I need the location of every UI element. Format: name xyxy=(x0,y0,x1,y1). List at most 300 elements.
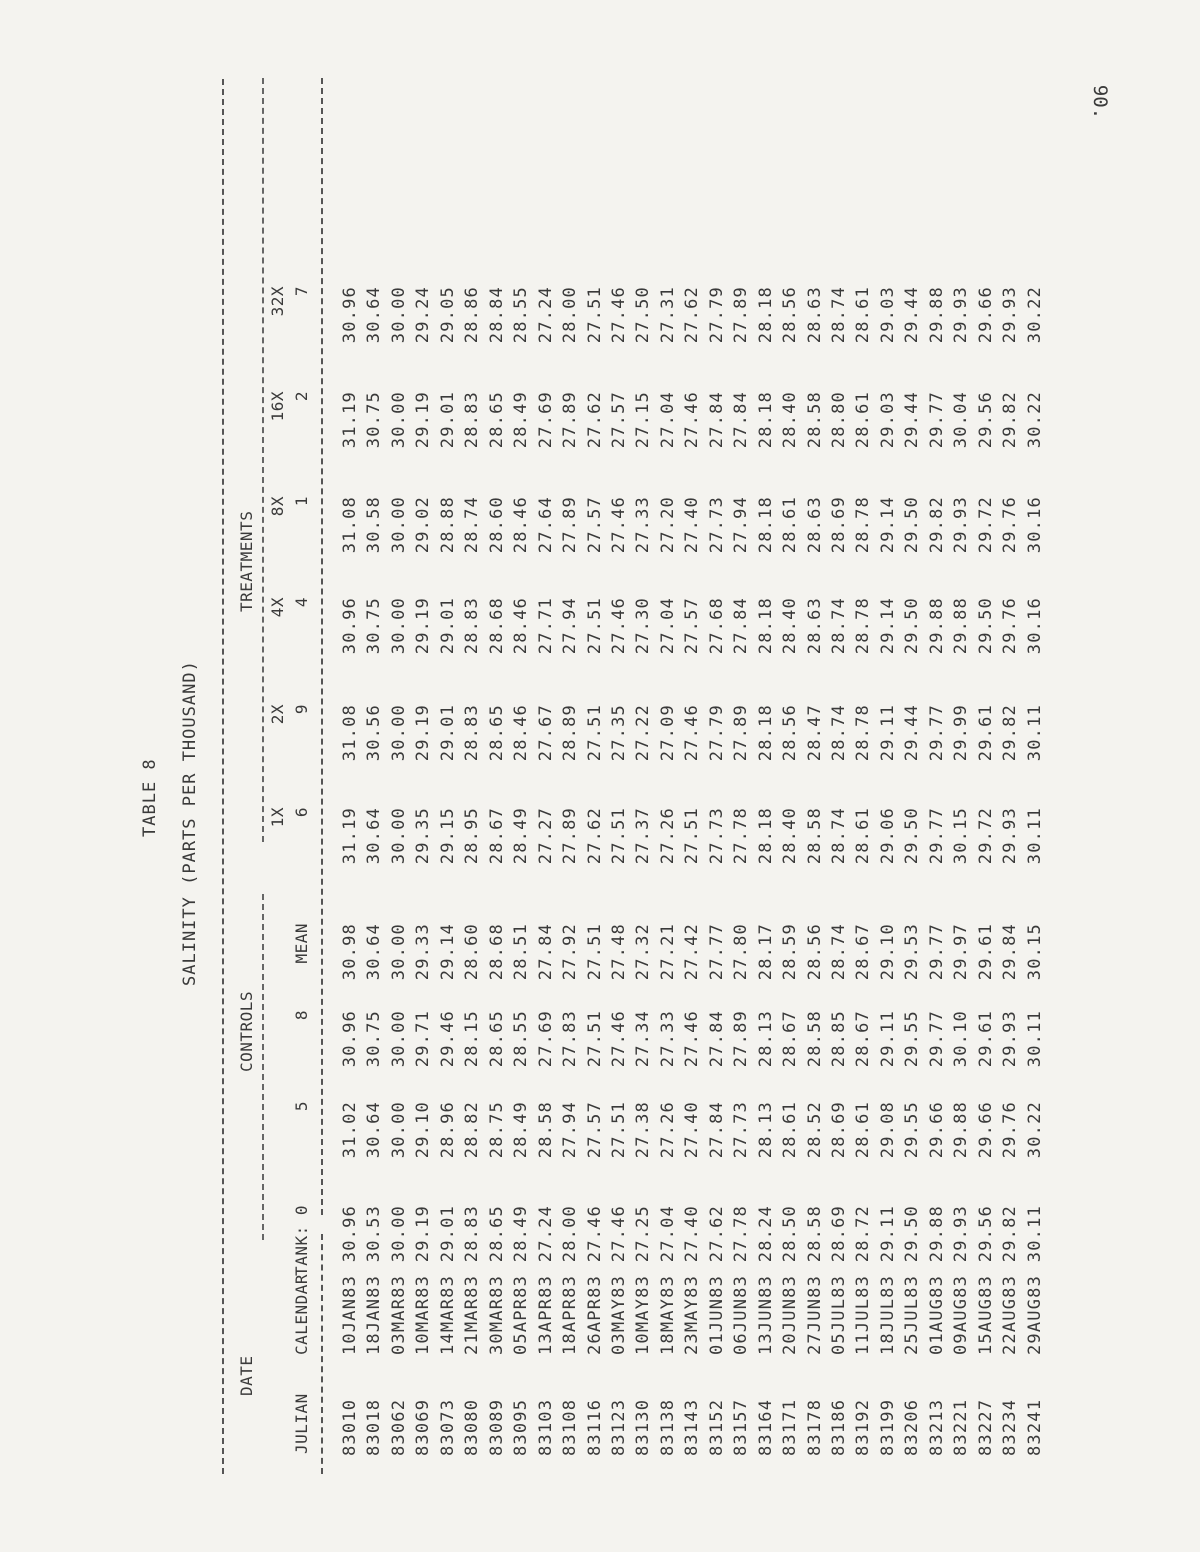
table-cell: 27.04 xyxy=(657,391,678,449)
table-cell: 29.56 xyxy=(975,1205,996,1263)
table-cell: 29.50 xyxy=(902,1205,923,1263)
table-cell: 13JUN83 xyxy=(755,1274,776,1355)
table-cell: 27.09 xyxy=(657,704,678,762)
column-header-bottom: MEAN xyxy=(292,923,311,964)
table-cell: 27.32 xyxy=(633,923,654,981)
column-header-top: 2X xyxy=(268,704,287,725)
table-cell: 27.46 xyxy=(682,1010,703,1068)
table-cell: 29.50 xyxy=(975,597,996,655)
table-cell: 29.76 xyxy=(1000,1101,1021,1159)
table-cell: 27.20 xyxy=(657,496,678,554)
table-cell: 83018 xyxy=(364,1398,385,1456)
table-cell: 83241 xyxy=(1024,1398,1045,1456)
table-cell: 28.65 xyxy=(486,1010,507,1068)
table-cell: 28.74 xyxy=(829,286,849,344)
table-cell: 10MAY83 xyxy=(633,1274,654,1355)
table-cell: 27.84 xyxy=(706,1010,727,1068)
table-cell: 83157 xyxy=(731,1398,752,1456)
table-cell: 22AUG83 xyxy=(1000,1274,1021,1355)
table-cell: 83199 xyxy=(877,1398,898,1456)
table-cell: 27.04 xyxy=(657,1205,678,1263)
column-header-bottom: 5 xyxy=(292,1101,311,1112)
table-cell: 30.96 xyxy=(340,1010,360,1068)
table-cell: 18JUL83 xyxy=(877,1274,898,1355)
table-cell: 29.01 xyxy=(437,704,458,762)
table-cell: 29.77 xyxy=(926,391,947,449)
table-cell: 30.00 xyxy=(388,1205,409,1263)
table-cell: 27.46 xyxy=(682,391,703,449)
table-cell: 28.18 xyxy=(755,391,776,449)
table-cell: 29.53 xyxy=(902,923,923,981)
table-cell: 29.84 xyxy=(1000,923,1021,981)
table-cell: 27.26 xyxy=(657,807,678,865)
table-cell: 29.88 xyxy=(926,597,947,655)
date-header-rule xyxy=(321,1234,323,1474)
table-cell: 27.89 xyxy=(560,496,581,554)
controls-underline xyxy=(262,894,264,1240)
table-cell: 31.19 xyxy=(340,807,360,865)
table-cell: 28.85 xyxy=(829,1010,849,1068)
table-cell: 30.75 xyxy=(364,1010,385,1068)
table-cell: 27.15 xyxy=(633,391,654,449)
table-cell: 29.44 xyxy=(902,286,923,344)
table-cell: 29.10 xyxy=(413,1101,434,1159)
table-cell: 27.84 xyxy=(731,597,752,655)
column-header-top: 32X xyxy=(268,286,287,317)
table-cell: 30.75 xyxy=(364,597,385,655)
table-cell: 29AUG83 xyxy=(1024,1274,1045,1355)
column-header-bottom: CALENDAR xyxy=(292,1273,311,1355)
table-cell: 27.67 xyxy=(535,704,556,762)
table-cell: 27.62 xyxy=(584,807,605,865)
table-cell: 83130 xyxy=(633,1398,654,1456)
table-cell: 27.84 xyxy=(706,391,727,449)
table-cell: 29.05 xyxy=(437,286,458,344)
table-cell: 28.63 xyxy=(804,597,825,655)
table-cell: 28.61 xyxy=(780,1101,801,1159)
table-cell: 83164 xyxy=(755,1398,776,1456)
table-cell: 28.61 xyxy=(853,286,874,344)
table-cell: 27JUN83 xyxy=(804,1274,825,1355)
table-cell: 28.74 xyxy=(462,496,483,554)
table-cell: 28.40 xyxy=(780,597,801,655)
table-cell: 83192 xyxy=(853,1398,874,1456)
table-cell: 83010 xyxy=(340,1398,360,1456)
table-cell: 27.51 xyxy=(584,704,605,762)
table-cell: 18JAN83 xyxy=(364,1274,385,1355)
table-cell: 29.03 xyxy=(877,286,898,344)
table-cell: 28.55 xyxy=(511,286,532,344)
table-subtitle: SALINITY (PARTS PER THOUSAND) xyxy=(180,660,200,986)
table-cell: 29.19 xyxy=(413,1205,434,1263)
page-number: 90. xyxy=(1089,84,1111,120)
table-cell: 25JUL83 xyxy=(902,1274,923,1355)
table-cell: 30.64 xyxy=(364,807,385,865)
table-cell: 27.24 xyxy=(535,286,556,344)
table-cell: 30.22 xyxy=(1024,286,1045,344)
table-cell: 28.95 xyxy=(462,807,483,865)
table-cell: 27.73 xyxy=(706,496,727,554)
table-cell: 28.52 xyxy=(804,1101,825,1159)
top-dashed-rule xyxy=(222,79,224,1474)
table-cell: 29.11 xyxy=(877,1205,898,1263)
column-header-bottom: 4 xyxy=(292,597,311,608)
table-cell: 27.38 xyxy=(633,1101,654,1159)
table-cell: 28.83 xyxy=(462,597,483,655)
table-cell: 29.02 xyxy=(413,496,434,554)
table-cell: 29.93 xyxy=(1000,286,1021,344)
table-cell: 27.40 xyxy=(682,1101,703,1159)
table-cell: 28.46 xyxy=(511,704,532,762)
table-cell: 27.92 xyxy=(560,923,581,981)
table-cell: 29.61 xyxy=(975,923,996,981)
table-cell: 27.94 xyxy=(560,1101,581,1159)
table-cell: 29.93 xyxy=(951,1205,972,1263)
table-cell: 83152 xyxy=(706,1398,727,1456)
table-cell: 27.57 xyxy=(682,597,703,655)
table-cell: 27.78 xyxy=(731,807,752,865)
column-header-bottom: 9 xyxy=(292,704,311,715)
table-cell: 29.01 xyxy=(437,391,458,449)
table-cell: 28.60 xyxy=(486,496,507,554)
table-cell: 27.79 xyxy=(706,286,727,344)
table-cell: 28.78 xyxy=(853,496,874,554)
table-cell: 29.77 xyxy=(926,923,947,981)
table-cell: 28.74 xyxy=(829,923,849,981)
table-cell: 30.16 xyxy=(1024,496,1045,554)
table-cell: 28.69 xyxy=(829,1205,849,1263)
table-cell: 13APR83 xyxy=(535,1274,556,1355)
column-header-bottom: 8 xyxy=(292,1010,311,1021)
table-cell: 28.68 xyxy=(486,923,507,981)
table-cell: 30.00 xyxy=(388,286,409,344)
table-cell: 83206 xyxy=(902,1398,923,1456)
table-cell: 28.96 xyxy=(437,1101,458,1159)
table-cell: 27.89 xyxy=(731,286,752,344)
table-cell: 28.65 xyxy=(486,391,507,449)
table-cell: 30.64 xyxy=(364,286,385,344)
table-cell: 28.49 xyxy=(511,807,532,865)
table-cell: 27.30 xyxy=(633,597,654,655)
table-cell: 01AUG83 xyxy=(926,1274,947,1355)
table-cell: 27.84 xyxy=(706,1101,727,1159)
column-header-bottom: 2 xyxy=(292,391,311,402)
table-cell: 28.15 xyxy=(462,1010,483,1068)
table-cell: 28.61 xyxy=(780,496,801,554)
table-cell: 28.49 xyxy=(511,1101,532,1159)
table-cell: 28.69 xyxy=(829,496,849,554)
table-cell: 83138 xyxy=(657,1398,678,1456)
table-cell: 28.72 xyxy=(853,1205,874,1263)
table-cell: 10JAN83 xyxy=(340,1274,360,1355)
table-cell: 29.66 xyxy=(926,1101,947,1159)
table-cell: 28.58 xyxy=(804,1010,825,1068)
table-cell: 28.46 xyxy=(511,496,532,554)
table-cell: 28.75 xyxy=(486,1101,507,1159)
table-cell: 28.18 xyxy=(755,807,776,865)
table-cell: 27.46 xyxy=(682,704,703,762)
table-cell: 29.61 xyxy=(975,704,996,762)
table-cell: 83103 xyxy=(535,1398,556,1456)
table-cell: 27.83 xyxy=(560,1010,581,1068)
table-cell: 30.00 xyxy=(388,597,409,655)
table-cell: 30.00 xyxy=(388,807,409,865)
table-cell: 29.50 xyxy=(902,807,923,865)
table-cell: 27.84 xyxy=(731,391,752,449)
table-cell: 28.63 xyxy=(804,496,825,554)
table-cell: 27.46 xyxy=(584,1205,605,1263)
table-cell: 28.46 xyxy=(511,597,532,655)
table-cell: 30.00 xyxy=(388,1101,409,1159)
table-cell: 29.06 xyxy=(877,807,898,865)
table-cell: 27.89 xyxy=(731,1010,752,1068)
table-cell: 83221 xyxy=(951,1398,972,1456)
group-header-controls: CONTROLS xyxy=(237,990,256,1072)
table-cell: 29.71 xyxy=(413,1010,434,1068)
table-cell: 30.22 xyxy=(1024,391,1045,449)
table-cell: 30.11 xyxy=(1024,1010,1045,1068)
table-cell: 29.08 xyxy=(877,1101,898,1159)
table-cell: 28.86 xyxy=(462,286,483,344)
table-cell: 23MAY83 xyxy=(682,1274,703,1355)
table-cell: 28.78 xyxy=(853,597,874,655)
table-cell: 29.19 xyxy=(413,391,434,449)
table-cell: 27.71 xyxy=(535,597,556,655)
group-header-treatments: TREATMENTS xyxy=(237,510,256,612)
table-cell: 30.15 xyxy=(1024,923,1045,981)
table-cell: 18MAY83 xyxy=(657,1274,678,1355)
table-cell: 83089 xyxy=(486,1398,507,1456)
table-cell: 27.25 xyxy=(633,1205,654,1263)
table-cell: 03MAR83 xyxy=(388,1274,409,1355)
table-cell: 29.14 xyxy=(437,923,458,981)
treatments-underline xyxy=(262,78,264,842)
table-cell: 28.56 xyxy=(804,923,825,981)
table-cell: 29.19 xyxy=(413,704,434,762)
table-cell: 27.62 xyxy=(682,286,703,344)
table-cell: 29.97 xyxy=(951,923,972,981)
table-cell: 28.82 xyxy=(462,1101,483,1159)
table-cell: 27.37 xyxy=(633,807,654,865)
table-cell: 27.80 xyxy=(731,923,752,981)
table-cell: 30.00 xyxy=(388,704,409,762)
table-cell: 28.74 xyxy=(829,704,849,762)
table-cell: 28.80 xyxy=(829,391,849,449)
table-cell: 27.22 xyxy=(633,704,654,762)
table-cell: 29.77 xyxy=(926,1010,947,1068)
table-cell: 28.56 xyxy=(780,704,801,762)
table-cell: 27.73 xyxy=(731,1101,752,1159)
table-cell: 29.55 xyxy=(902,1101,923,1159)
table-cell: 30.04 xyxy=(951,391,972,449)
table-cell: 30.96 xyxy=(340,597,360,655)
table-cell: 83069 xyxy=(413,1398,434,1456)
table-cell: 27.40 xyxy=(682,1205,703,1263)
table-cell: 28.18 xyxy=(755,704,776,762)
table-cell: 29.35 xyxy=(413,807,434,865)
column-header-top: 8X xyxy=(268,496,287,517)
table-cell: 28.59 xyxy=(780,923,801,981)
table-cell: 28.49 xyxy=(511,1205,532,1263)
table-cell: 29.88 xyxy=(926,1205,947,1263)
table-cell: 27.89 xyxy=(560,807,581,865)
table-cell: 29.19 xyxy=(413,597,434,655)
table-cell: 28.55 xyxy=(511,1010,532,1068)
table-cell: 27.51 xyxy=(584,1010,605,1068)
table-cell: 27.94 xyxy=(731,496,752,554)
table-cell: 28.17 xyxy=(755,923,776,981)
table-cell: 83116 xyxy=(584,1398,605,1456)
table-cell: 30.96 xyxy=(340,286,360,344)
table-cell: 27.51 xyxy=(584,286,605,344)
table-cell: 03MAY83 xyxy=(608,1274,629,1355)
table-cell: 29.93 xyxy=(951,286,972,344)
table-cell: 28.18 xyxy=(755,597,776,655)
table-cell: 30.75 xyxy=(364,391,385,449)
table-cell: 29.56 xyxy=(975,391,996,449)
table-cell: 29.88 xyxy=(951,597,972,655)
table-cell: 83234 xyxy=(1000,1398,1021,1456)
table-cell: 27.57 xyxy=(584,496,605,554)
table-cell: 27.04 xyxy=(657,597,678,655)
table-cell: 28.65 xyxy=(486,1205,507,1263)
table-cell: 30.11 xyxy=(1024,704,1045,762)
column-header-top: 1X xyxy=(268,807,287,828)
table-cell: 29.88 xyxy=(926,286,947,344)
table-cell: 29.76 xyxy=(1000,496,1021,554)
column-header-bottom: JULIAN xyxy=(292,1393,311,1454)
table-cell: 27.89 xyxy=(731,704,752,762)
table-cell: 28.67 xyxy=(780,1010,801,1068)
table-cell: 26APR83 xyxy=(584,1274,605,1355)
table-cell: 29.11 xyxy=(877,704,898,762)
table-cell: 21MAR83 xyxy=(462,1274,483,1355)
table-cell: 30.11 xyxy=(1024,807,1045,865)
table-cell: 28.89 xyxy=(560,704,581,762)
table-cell: 29.76 xyxy=(1000,597,1021,655)
table-cell: 28.58 xyxy=(804,807,825,865)
table-cell: 29.93 xyxy=(1000,1010,1021,1068)
table-cell: 83123 xyxy=(608,1398,629,1456)
table-cell: 28.51 xyxy=(511,923,532,981)
table-cell: 28.67 xyxy=(486,807,507,865)
table-cell: 28.65 xyxy=(486,704,507,762)
table-cell: 27.57 xyxy=(608,391,629,449)
table-cell: 29.14 xyxy=(877,597,898,655)
table-cell: 20JUN83 xyxy=(780,1274,801,1355)
table-cell: 28.18 xyxy=(755,496,776,554)
table-cell: 27.69 xyxy=(535,1010,556,1068)
table-cell: 28.67 xyxy=(853,1010,874,1068)
table-cell: 27.50 xyxy=(633,286,654,344)
table-cell: 29.82 xyxy=(1000,391,1021,449)
data-header-rule xyxy=(321,78,323,1215)
table-cell: 27.46 xyxy=(608,1010,629,1068)
table-cell: 28.74 xyxy=(829,597,849,655)
table-cell: 30.98 xyxy=(340,923,360,981)
table-cell: 28.58 xyxy=(804,1205,825,1263)
table-cell: 29.50 xyxy=(902,496,923,554)
table-cell: 01JUN83 xyxy=(706,1274,727,1355)
table-cell: 29.77 xyxy=(926,704,947,762)
table-cell: 29.03 xyxy=(877,391,898,449)
table-cell: 27.73 xyxy=(706,807,727,865)
table-cell: 28.67 xyxy=(853,923,874,981)
table-cell: 30.00 xyxy=(388,496,409,554)
table-cell: 28.49 xyxy=(511,391,532,449)
table-cell: 28.58 xyxy=(804,391,825,449)
table-cell: 29.44 xyxy=(902,704,923,762)
table-cell: 83073 xyxy=(437,1398,458,1456)
table-cell: 28.68 xyxy=(486,597,507,655)
table-cell: 29.66 xyxy=(975,286,996,344)
table-cell: 27.77 xyxy=(706,923,727,981)
table-cell: 27.24 xyxy=(535,1205,556,1263)
table-cell: 29.88 xyxy=(951,1101,972,1159)
table-cell: 27.79 xyxy=(706,704,727,762)
table-cell: 29.46 xyxy=(437,1010,458,1068)
table-cell: 29.11 xyxy=(877,1010,898,1068)
table-cell: 27.51 xyxy=(608,1101,629,1159)
table-cell: 83108 xyxy=(560,1398,581,1456)
table-cell: 27.69 xyxy=(535,391,556,449)
column-header-bottom: TANK: 0 xyxy=(292,1205,311,1276)
table-cell: 83186 xyxy=(829,1398,849,1456)
table-cell: 28.56 xyxy=(780,286,801,344)
table-cell: 30.15 xyxy=(951,807,972,865)
table-cell: 27.35 xyxy=(608,704,629,762)
table-cell: 31.02 xyxy=(340,1101,360,1159)
table-cell: 29.55 xyxy=(902,1010,923,1068)
column-header-bottom: 1 xyxy=(292,496,311,507)
table-cell: 27.62 xyxy=(584,391,605,449)
table-cell: 83095 xyxy=(511,1398,532,1456)
table-cell: 29.99 xyxy=(951,704,972,762)
table-cell: 28.40 xyxy=(780,807,801,865)
table-cell: 29.82 xyxy=(1000,1205,1021,1263)
table-cell: 29.61 xyxy=(975,1010,996,1068)
table-cell: 28.00 xyxy=(560,286,581,344)
table-cell: 27.57 xyxy=(584,1101,605,1159)
table-cell: 29.01 xyxy=(437,597,458,655)
table-cell: 29.66 xyxy=(975,1101,996,1159)
table-cell: 30.53 xyxy=(364,1205,385,1263)
table-cell: 27.64 xyxy=(535,496,556,554)
table-cell: 28.61 xyxy=(853,1101,874,1159)
table-cell: 30.16 xyxy=(1024,597,1045,655)
table-cell: 27.62 xyxy=(706,1205,727,1263)
column-header-top: 16X xyxy=(268,391,287,422)
table-cell: 27.84 xyxy=(535,923,556,981)
table-cell: 27.31 xyxy=(657,286,678,344)
table-cell: 29.72 xyxy=(975,807,996,865)
table-cell: 31.08 xyxy=(340,704,360,762)
table-cell: 29.44 xyxy=(902,391,923,449)
group-header-date: DATE xyxy=(237,1355,256,1396)
table-cell: 30.00 xyxy=(388,1010,409,1068)
table-cell: 29.77 xyxy=(926,807,947,865)
table-cell: 29.14 xyxy=(877,496,898,554)
table-cell: 29.15 xyxy=(437,807,458,865)
table-cell: 28.88 xyxy=(437,496,458,554)
table-cell: 30.00 xyxy=(388,923,409,981)
table-cell: 29.50 xyxy=(902,597,923,655)
table-cell: 27.46 xyxy=(608,1205,629,1263)
table-cell: 83080 xyxy=(462,1398,483,1456)
table-cell: 28.40 xyxy=(780,391,801,449)
column-header-top: 4X xyxy=(268,597,287,618)
table-cell: 30MAR83 xyxy=(486,1274,507,1355)
